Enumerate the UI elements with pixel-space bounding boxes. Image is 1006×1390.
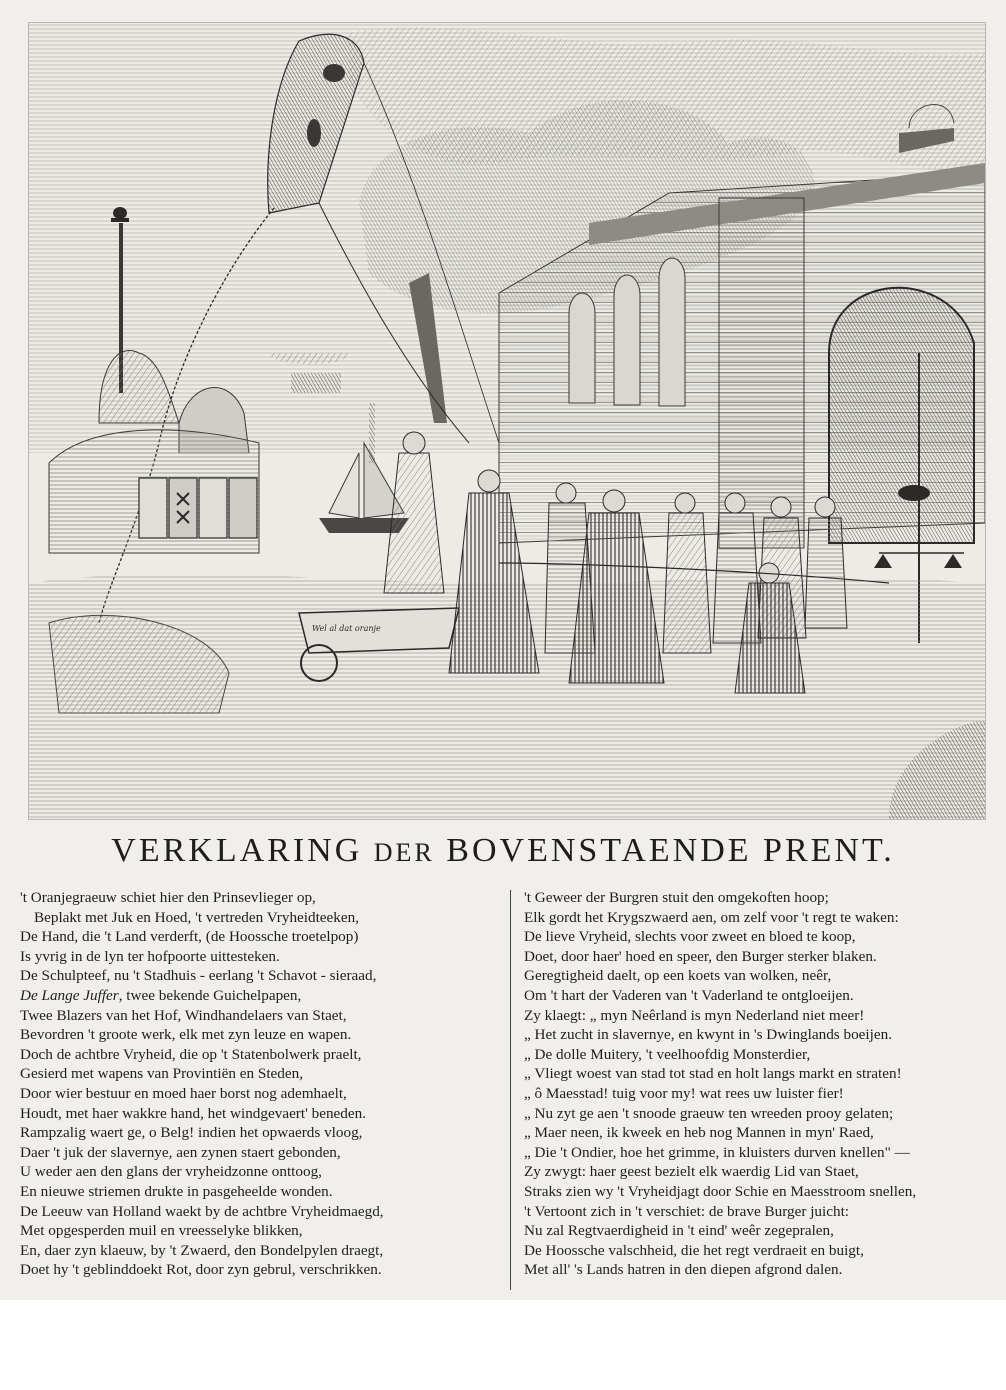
column-divider bbox=[510, 890, 511, 1290]
poem-line: Geregtigheid daelt, op een koets van wolken, neêr, bbox=[524, 967, 832, 985]
poem-line: „ Nu zyt ge aen 't snoode graeuw ten wreeden prooy gelaten; bbox=[524, 1104, 894, 1122]
poem-line: De Leeuw van Holland waekt by de achtbre Vryheidmaegd, bbox=[20, 1202, 384, 1220]
poem-line: „ Maer neen, ik kweek en heb nog Mannen in myn' Raed, bbox=[524, 1124, 874, 1142]
page-title bbox=[0, 832, 1006, 870]
poem-line: Om 't hart der Vaderen van 't Vaderland te ontgloeijen. bbox=[524, 986, 854, 1004]
title-word-verklaring: VERKLARING bbox=[111, 832, 363, 869]
wheelbarrow-inscription: Wel al dat oranje bbox=[312, 624, 381, 633]
poem-line: En, daer zyn klaeuw, by 't Zwaerd, den Bondelpylen draegt, bbox=[20, 1241, 384, 1259]
poem-line: Doch de achtbre Vryheid, die op 't Statenbolwerk praelt, bbox=[20, 1045, 362, 1063]
title-word-der: DER bbox=[373, 838, 435, 867]
poem-line: Zy klaegt: „ myn Neêrland is myn Nederland niet meer! bbox=[524, 1006, 865, 1024]
poem-left-column bbox=[20, 888, 498, 1280]
poem-line: Beplakt met Juk en Hoed, 't vertreden Vryheidteeken, bbox=[34, 908, 360, 926]
poem-line: Met opgesperden muil en vreesselyke blikken, bbox=[20, 1222, 303, 1240]
poem-line: „ Die 't Ondier, hoe het grimme, in kluisters durven knellen" — bbox=[524, 1143, 910, 1161]
poem-line: De Hoossche valschheid, die het regt verdraeit en buigt, bbox=[524, 1241, 864, 1259]
poem-line: Is yvrig in de lyn ter hofpoorte uittesteken. bbox=[20, 947, 280, 965]
poem-line: 't Vertoont zich in 't verschiet: de brave Burger juicht: bbox=[524, 1202, 850, 1220]
poem-line: Doet hy 't geblinddoekt Rot, door zyn gebrul, verschrikken. bbox=[20, 1261, 382, 1279]
poem-line: Met all' 's Lands hatren in den diepen afgrond dalen. bbox=[524, 1261, 843, 1279]
poem-line: Bevordren 't groote werk, elk met zyn leuze en wapen. bbox=[20, 1026, 352, 1044]
poem-line: Daer 't juk der slavernye, aen zynen staert gebonden, bbox=[20, 1143, 341, 1161]
poem-line: „ Vliegt woest van stad tot stad en holt langs markt en straten! bbox=[524, 1065, 902, 1083]
poem-line: De Lange Juffer, twee bekende Guichelpapen, bbox=[20, 986, 302, 1004]
poem-line: Elk gordt het Krygszwaerd aen, om zelf voor 't regt te waken: bbox=[524, 908, 899, 926]
poem-line: 't Geweer der Burgren stuit den omgekoften hoop; bbox=[524, 889, 829, 906]
poem-line: Doet, door haer' hoed en speer, den Burger sterker blaken. bbox=[524, 947, 877, 965]
poem-line: De lieve Vryheid, slechts voor zweet en bloed te koop, bbox=[524, 928, 856, 946]
poem-line: 't Oranjegraeuw schiet hier den Prinsevlieger op, bbox=[20, 889, 316, 906]
poem-line: „ Het zucht in slavernye, en kwynt in 's Dwinglands boeijen. bbox=[524, 1026, 892, 1044]
poem-line: Zy zwygt: haer geest bezielt elk waerdig Lid van Staet, bbox=[524, 1163, 859, 1181]
engraving-illustration bbox=[29, 23, 985, 819]
engraving-plate bbox=[28, 22, 986, 820]
poem-line: Houdt, met haer wakkre hand, het windgevaert' beneden. bbox=[20, 1104, 367, 1122]
poem-line: Nu zal Regtvaerdigheid in 't eind' weêr zegepralen, bbox=[524, 1222, 834, 1240]
poem-line: Straks zien wy 't Vryheidjagt door Schie en Maesstroom snellen, bbox=[524, 1182, 917, 1200]
italic-phrase: De Lange Juffer bbox=[20, 986, 119, 1004]
poem-line: U weder aen den glans der vryheidzonne onttoog, bbox=[20, 1163, 322, 1181]
poem-line: Rampzalig waert ge, o Belg! indien het opwaerds vloog, bbox=[20, 1124, 363, 1142]
poem-line: De Schulpteef, nu 't Stadhuis - eerlang 't Schavot - sieraad, bbox=[20, 967, 377, 985]
poem-line: En nieuwe striemen drukte in pasgeheelde wonden. bbox=[20, 1182, 333, 1200]
poem-line: Door wier bestuur en moed haer borst nog ademhaelt, bbox=[20, 1084, 347, 1102]
footer-blank bbox=[0, 1300, 1006, 1390]
poem-line: Gesierd met wapens van Provintiën en Steden, bbox=[20, 1065, 304, 1083]
poem-line: „ ô Maesstad! tuig voor my! wat rees uw luister fier! bbox=[524, 1084, 844, 1102]
title-word-bovenstaende: BOVENSTAENDE PRENT. bbox=[446, 832, 895, 869]
poem-line: „ De dolle Muitery, 't veelhoofdig Monsterdier, bbox=[524, 1045, 811, 1063]
poem-right-column bbox=[524, 888, 1000, 1280]
poem-line: De Hand, die 't Land verderft, (de Hoossche troetelpop) bbox=[20, 928, 359, 946]
poem-line: Twee Blazers van het Hof, Windhandelaers van Staet, bbox=[20, 1006, 347, 1024]
